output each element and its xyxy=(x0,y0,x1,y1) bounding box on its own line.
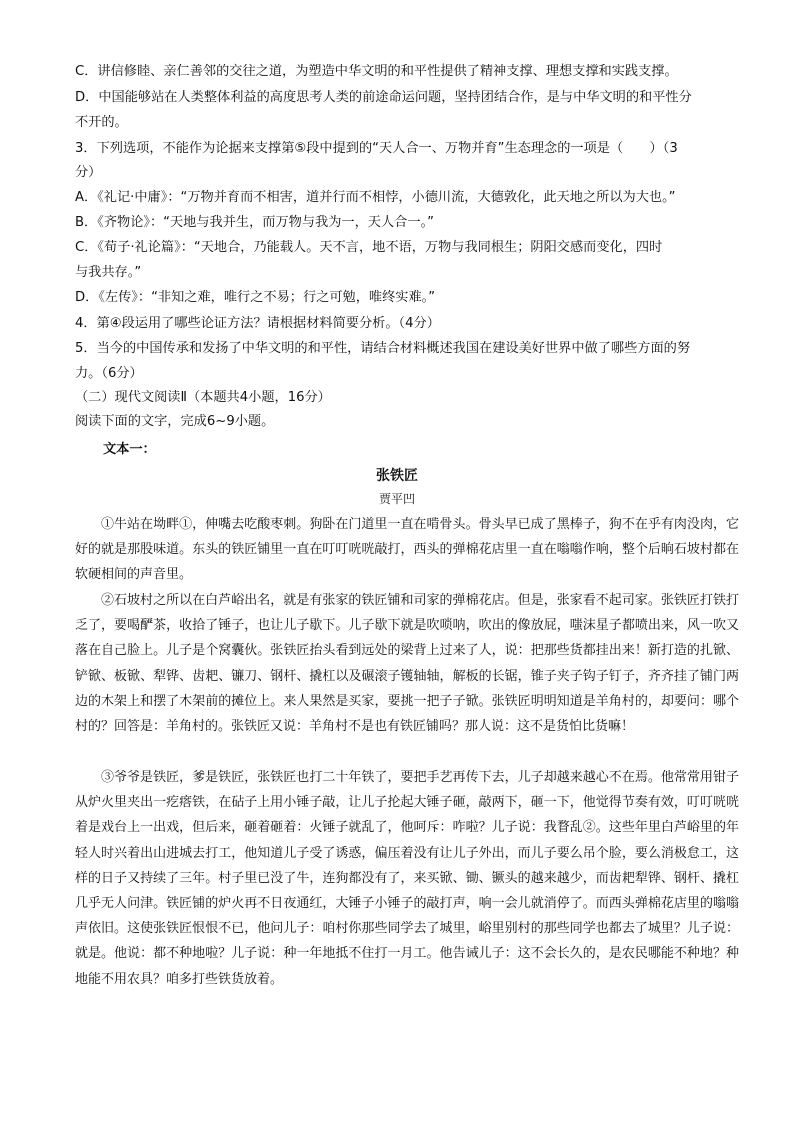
option-d-q2-cont: 不开的。 xyxy=(75,115,128,130)
question-5: 5．当今的中国传承和发扬了中华文明的和平性，请结合材料概述我国在建设美好世界中做了哪些方面的努 xyxy=(75,341,691,356)
option-d-q2: D．中国能够站在人类整体利益的高度思考人类的前途命运问题，坚持团结合作，是与中华文明的和平性分 xyxy=(75,90,692,105)
question-3-score: 分） xyxy=(75,165,102,180)
text1-label: 文本一： xyxy=(103,442,156,457)
paragraph-2: ②石坡村之所以在白芦峪出名，就是有张家的铁匠铺和司家的弹棉花店。但是，张家看不起司家。张铁匠打铁打乏了，要喝酽茶，收拾了锤子，也让儿子歇下。儿子歇下就是吹唢呐，吹出的像放屁，嗤沫星子都喷出来，风一吹又落在自己脸上。儿子是个窝囊伙。张铁匠抬头看到远处的梁背上过来了人，说：把那些货都挂出来！新打造的扎锨、铲锨、板锨、犁铧、齿耙、镰刀、钢杆、撬杠以及碾滚子镬轴轴，解板的长锯，锥子夹子钩子钉子，齐齐挂了铺门两边的木架上和摆了木架前的摊位上。来人果然是买家，要挑一把子子锨。张铁匠明明知道是羊角村的，却要问：哪个村的？回答是：羊角村的。张铁匠又说：羊角村不是也有铁匠铺吗？那人说：这不是货怕比货嘛！ xyxy=(75,593,739,735)
question-3: 3．下列选项，不能作为论据来支撑第⑤段中提到的“天人合一、万物并育”生态理念的一项是（ ）（3 xyxy=(75,141,678,156)
option-c-q2: C．讲信修睦、亲仁善邻的交往之道，为塑造中华文明的和平性提供了精神支撑、理想支撑和实践支撑。 xyxy=(75,64,678,79)
option-d-q3: D．《左传》：“非知之难，唯行之不易；行之可勉，唯终实难。” xyxy=(75,290,436,305)
paragraph-3: ③爷爷是铁匠，爹是铁匠，张铁匠也打二十年铁了，要把手艺再传下去，儿子却越来越心不在焉。他常常用钳子从炉火里夹出一疙瘩铁，在砧子上用小锤子敲，让儿子抡起大锤子砸，敲两下，砸一下，他觉得节奏有效，叮叮咣咣着是戏台上一出戏，但后来，砸着砸着：火锤子就乱了，他呵斥：咋啦？儿子说：我瞀乱②。这些年里白芦峪里的年轻人时兴着出山进城去打工，他知道儿子受了诱惑，偏压着没有让儿子外出，而儿子要么吊个脸，要么消极怠工，这样的日子又持续了三年。村子里已没了牛，连狗都没有了，来买锨、锄、镢头的越来越少，而齿耙犁铧、钢杆、撬杠几乎无人问津。铁匠铺的炉火再不日夜通红，大锤子小锤子的敲打声，响一会儿就消停了。而西头弹棉花店里的嗡嗡声依旧。这使张铁匠恨恨不已，他问儿子：咱村你那些同学去了城里，峪里别村的那些同学也都去了城里？儿子说：就是。他说：都不种地啦？儿子说：种一年地抵不住打一月工。他告诫儿子：这不会长久的，是农民哪能不种地？种地能不用农具？咱多打些铁货放着。 xyxy=(75,770,739,987)
section-heading: （二）现代文阅读Ⅱ（本题共4小题，16分） xyxy=(75,390,331,405)
question-5-cont: 力。（6分） xyxy=(75,366,143,381)
option-a-q3: A．《礼记·中庸》：“万物并育而不相害，道并行而不相悖，小德川流，大德敦化，此天地之所以为大也。” xyxy=(75,190,676,205)
story-author: 贾平凹 xyxy=(378,492,415,506)
option-b-q3: B．《齐物论》：“天地与我并生，而万物与我为一，天人合一。” xyxy=(75,215,434,230)
question-4: 4．第④段运用了哪些论证方法？请根据材料简要分析。（4分） xyxy=(75,316,440,331)
paragraph-1: ①牛站在坳畔①，伸嘴去吃酸枣刺。狗卧在门道里一直在啃骨头。骨头早已成了黑棒子，狗不在乎有肉没肉，它好的就是那股味道。东头的铁匠铺里一直在叮叮咣咣敲打，西头的弹棉花店里一直在嗡嗡作响，整个后晌石坡村都在软硬相间的声音里。 xyxy=(75,517,739,583)
option-c-q3: C．《荀子·礼论篇》：“天地合，乃能载人。天不言，地不语，万物与我同根生；阴阳交感而变化，四时 xyxy=(75,240,663,255)
reading-instruction: 阅读下面的文字，完成6~9小题。 xyxy=(75,414,275,429)
option-c-q3-cont: 与我共存。” xyxy=(75,265,142,280)
story-title: 张铁匠 xyxy=(376,468,418,484)
